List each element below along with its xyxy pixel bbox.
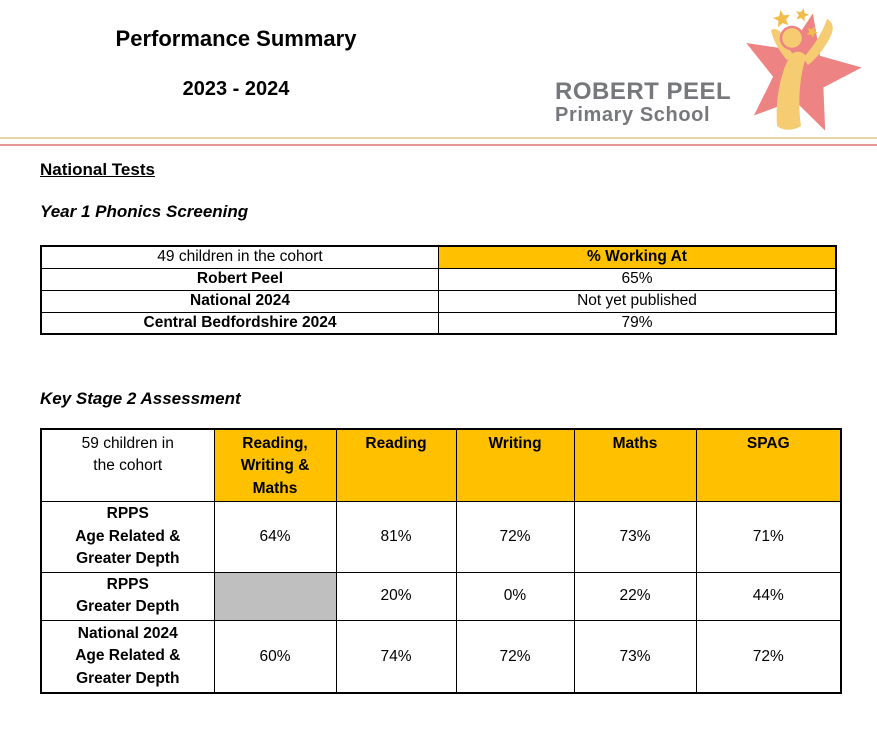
header-divider-bottom xyxy=(0,144,877,146)
table-row xyxy=(41,290,836,312)
table-row xyxy=(41,620,841,693)
cell-value: 72% xyxy=(456,620,574,693)
table-row xyxy=(41,572,841,620)
row-label: National 2024 Age Related & Greater Depth xyxy=(41,620,214,693)
row-value: 65% xyxy=(439,268,837,290)
row-value: 79% xyxy=(439,312,837,334)
cell-value: 0% xyxy=(456,572,574,620)
phonics-value-header: % Working At xyxy=(439,246,837,268)
cell-value: 73% xyxy=(574,620,696,693)
column-header: Maths xyxy=(574,429,696,502)
page-subtitle: 2023 - 2024 xyxy=(182,78,290,101)
school-logo xyxy=(545,0,877,136)
table-row xyxy=(41,312,836,334)
ks2-cohort-header: 59 children in the cohort xyxy=(41,429,214,502)
column-header: Reading xyxy=(336,429,456,502)
title-block xyxy=(36,26,436,101)
table-row xyxy=(41,502,841,572)
row-label: Central Bedfordshire 2024 xyxy=(41,312,439,334)
phonics-table xyxy=(40,245,837,335)
column-header: SPAG xyxy=(696,429,841,502)
small-star-icon xyxy=(794,7,810,23)
row-label: Robert Peel xyxy=(41,268,439,290)
figure-head xyxy=(781,27,803,49)
cell-value: 64% xyxy=(214,502,336,572)
row-value: Not yet published xyxy=(439,290,837,312)
school-type: Primary School xyxy=(555,104,711,127)
row-label: RPPS Greater Depth xyxy=(41,572,214,620)
table-header-row xyxy=(41,246,836,268)
cell-value: 74% xyxy=(336,620,456,693)
column-header: Writing xyxy=(456,429,574,502)
star-shape xyxy=(746,13,861,130)
row-label: National 2024 xyxy=(41,290,439,312)
cell-value: 44% xyxy=(696,572,841,620)
national-tests-heading: National Tests xyxy=(40,160,155,179)
cell-value: 73% xyxy=(574,502,696,572)
cell-value: 81% xyxy=(336,502,456,572)
phonics-heading: Year 1 Phonics Screening xyxy=(40,202,249,221)
cell-value: 20% xyxy=(336,572,456,620)
cell-value: 72% xyxy=(696,620,841,693)
cell-empty-gray xyxy=(214,572,336,620)
small-star-icon xyxy=(772,9,792,28)
cell-value: 71% xyxy=(696,502,841,572)
phonics-cohort-header: 49 children in the cohort xyxy=(41,246,439,268)
ks2-heading: Key Stage 2 Assessment xyxy=(40,389,241,408)
table-row xyxy=(41,268,836,290)
ks2-table xyxy=(40,428,842,694)
school-logo-text xyxy=(555,80,731,126)
school-logo-star-icon xyxy=(725,2,875,135)
table-header-row xyxy=(41,429,841,502)
cell-value: 22% xyxy=(574,572,696,620)
column-header: Reading, Writing & Maths xyxy=(214,429,336,502)
header-divider-top xyxy=(0,137,877,139)
school-name: ROBERT PEEL xyxy=(555,78,732,105)
cell-value: 72% xyxy=(456,502,574,572)
cell-value: 60% xyxy=(214,620,336,693)
row-label: RPPS Age Related & Greater Depth xyxy=(41,502,214,572)
page-title: Performance Summary xyxy=(115,26,357,51)
